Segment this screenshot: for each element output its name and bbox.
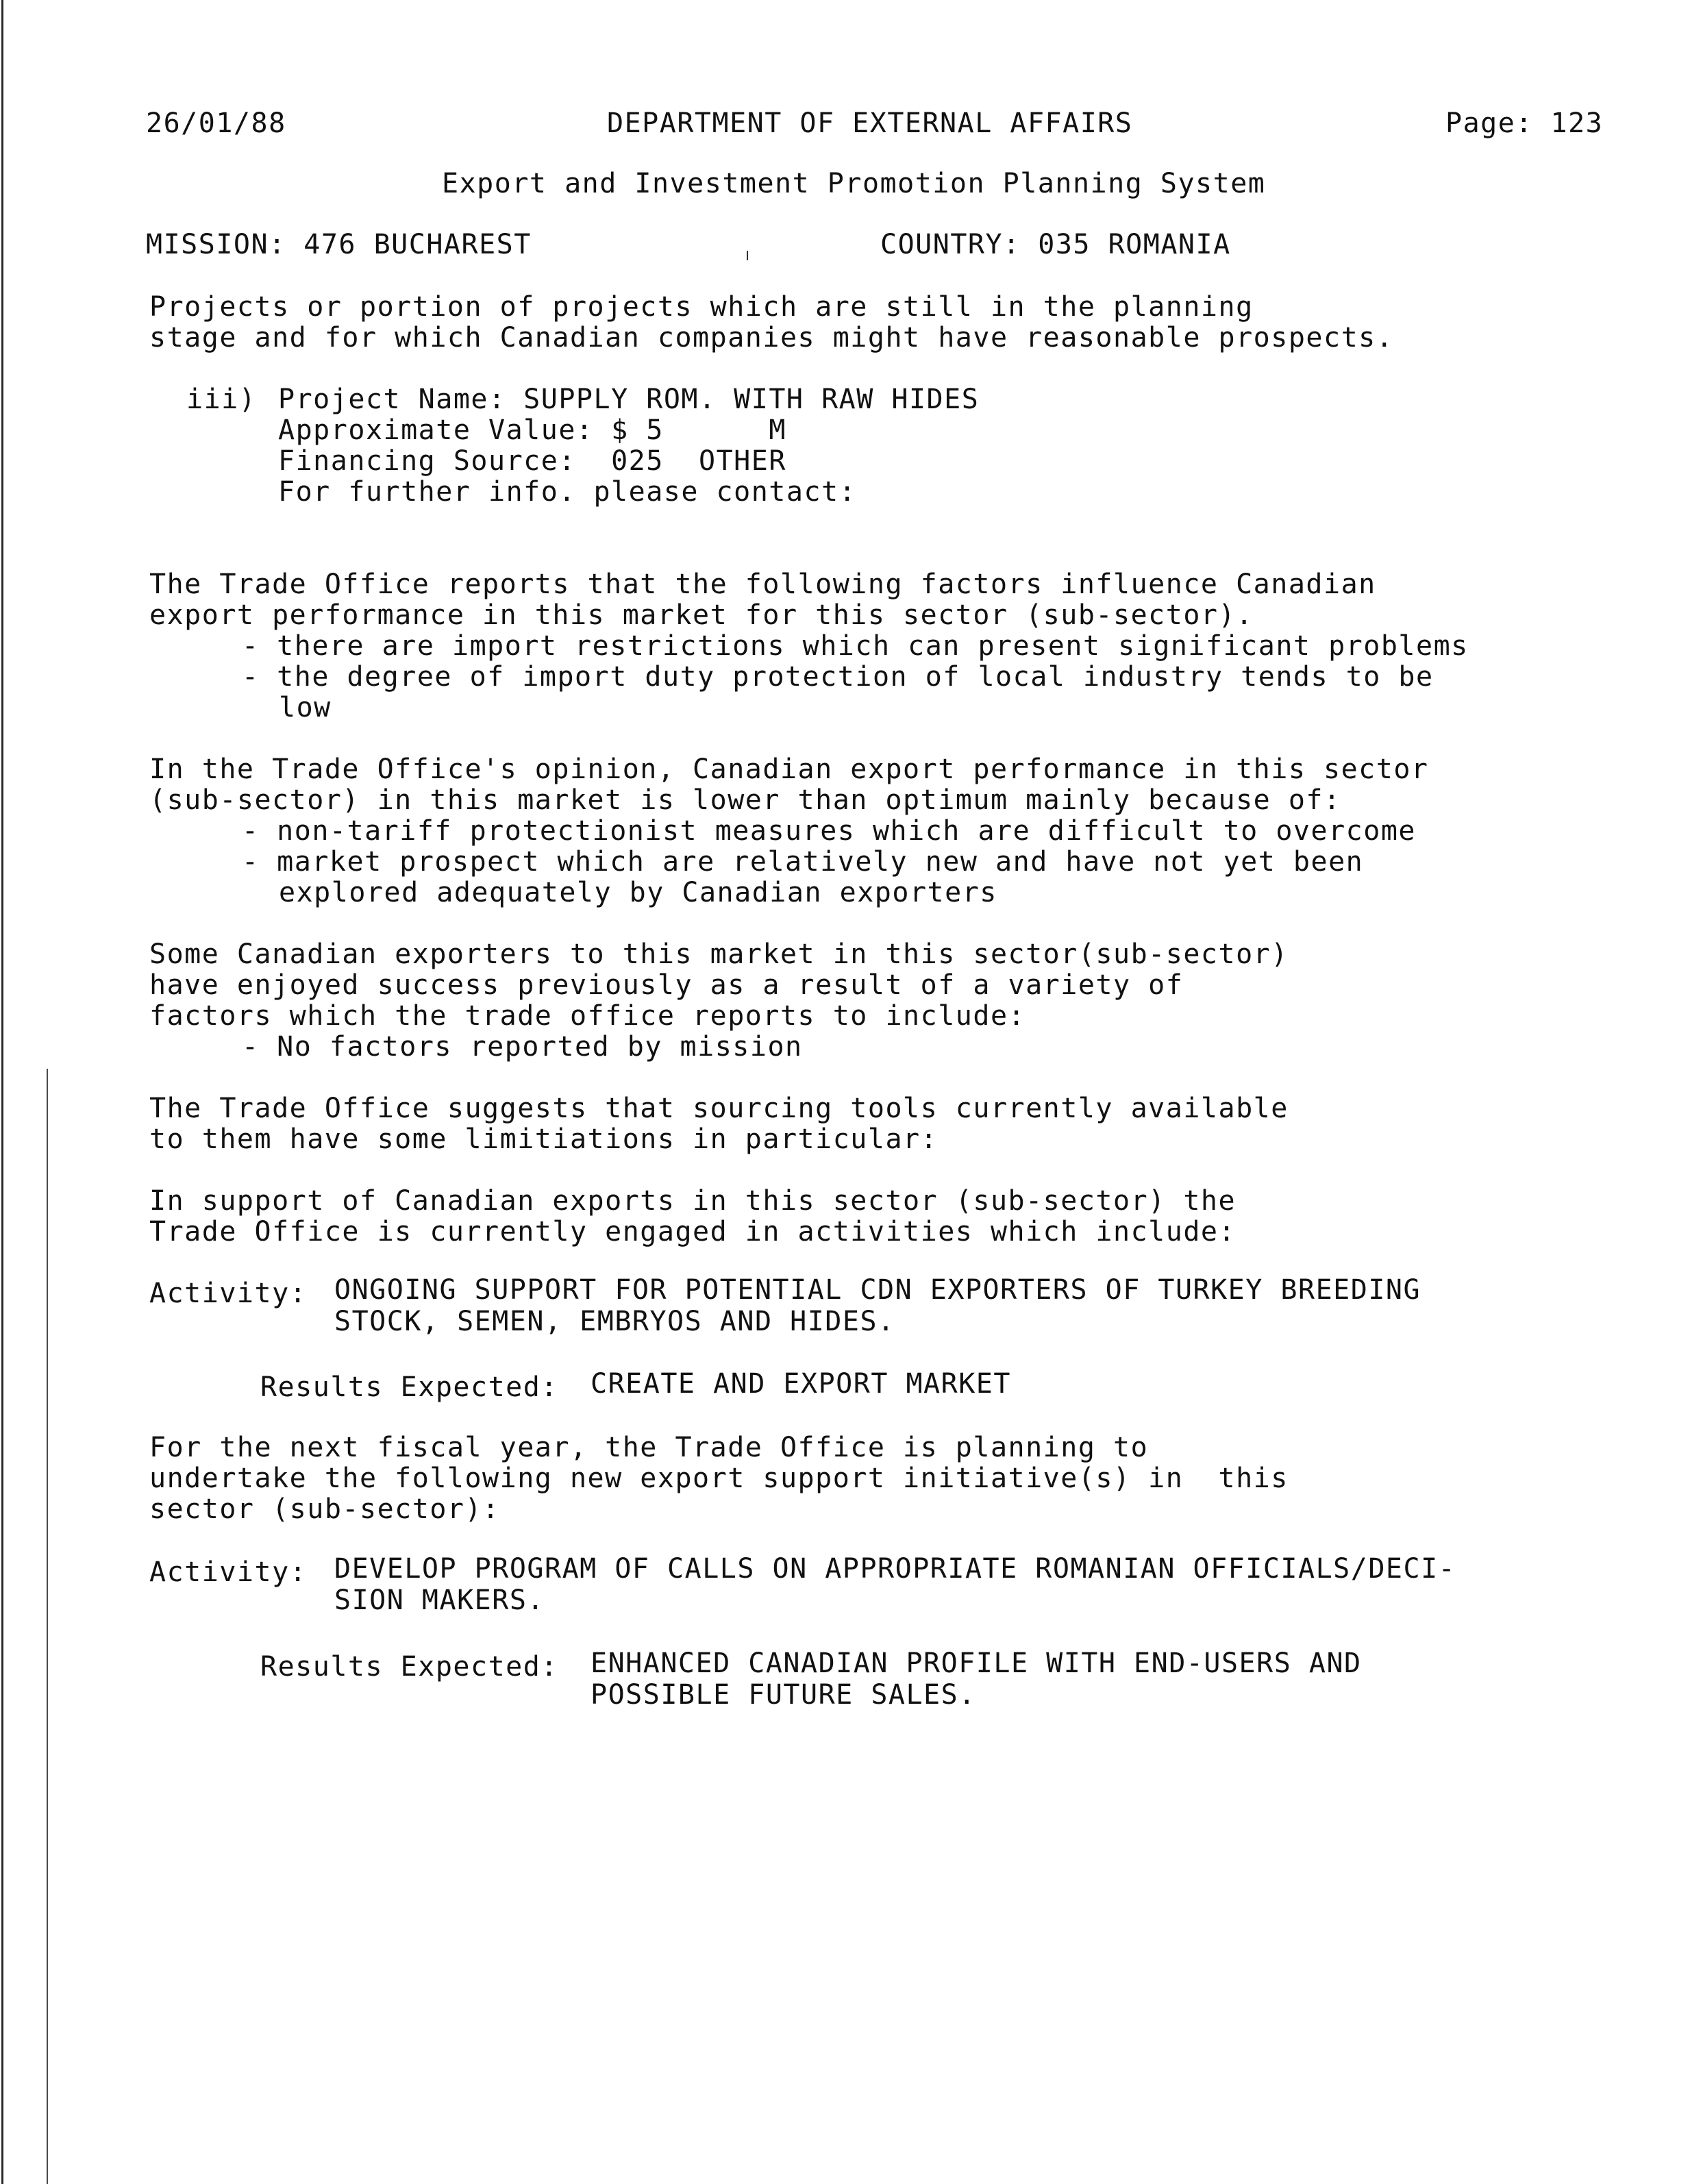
financing-label: Financing Source: — [278, 445, 576, 477]
system-title: Export and Investment Promotion Planning System — [442, 168, 1266, 199]
factors-bullet-2b: low — [279, 692, 332, 723]
contact-line: For further info. please contact: — [278, 476, 857, 508]
support-results-value: CREATE AND EXPORT MARKET — [591, 1368, 1011, 1400]
next-results-1: ENHANCED CANADIAN PROFILE WITH END-USERS AND — [591, 1648, 1362, 1679]
support-results-label: Results Expected: — [260, 1372, 558, 1403]
success-intro-1: Some Canadian exporters to this market in this sector(sub-sector) — [149, 939, 1289, 970]
opinion-intro-2: (sub-sector) in this market is lower than optimum mainly because of: — [149, 784, 1341, 816]
approx-value-unit: M — [769, 414, 786, 446]
mission-value: 476 BUCHAREST — [303, 229, 532, 260]
country-value: 035 ROMANIA — [1038, 229, 1231, 260]
opinion-bullet-2a: - market prospect which are relatively new and have not yet been — [242, 846, 1364, 878]
report-date: 26/01/88 — [146, 108, 286, 139]
factors-intro-1: The Trade Office reports that the following factors influence Canadian — [149, 569, 1376, 600]
opinion-bullet-2b: explored adequately by Canadian exporters — [279, 877, 997, 908]
approx-value-amount: $ 5 — [611, 414, 664, 446]
factors-bullet-2a: - the degree of import duty protection of local industry tends to be — [242, 661, 1434, 693]
opinion-bullet-1: - non-tariff protectionist measures which are difficult to overcome — [242, 815, 1416, 847]
approx-value-line — [278, 414, 786, 446]
projects-intro-2: stage and for which Canadian companies might have reasonable prospects. — [149, 322, 1394, 353]
approx-value-label: Approximate Value: — [278, 414, 594, 446]
stray-mark — [747, 251, 748, 260]
country-line — [880, 229, 1231, 260]
factors-intro-2: export performance in this market for this sector (sub-sector). — [149, 599, 1254, 631]
next-activity-label: Activity: — [149, 1556, 308, 1588]
success-bullet-1: - No factors reported by mission — [242, 1031, 803, 1063]
support-line-2: Trade Office is currently engaged in activities which include: — [149, 1216, 1237, 1248]
sourcing-line-1: The Trade Office suggests that sourcing tools currently available — [149, 1093, 1289, 1124]
department-title: DEPARTMENT OF EXTERNAL AFFAIRS — [607, 108, 1133, 139]
project-name-line — [278, 384, 979, 415]
mission-line — [146, 229, 532, 260]
opinion-intro-1: In the Trade Office's opinion, Canadian export performance in this sector — [149, 754, 1429, 785]
support-activity-label: Activity: — [149, 1278, 308, 1309]
next-results-label: Results Expected: — [260, 1651, 558, 1683]
support-line-1: In support of Canadian exports in this sector (sub-sector) the — [149, 1185, 1237, 1217]
page-number-value: 123 — [1550, 108, 1604, 139]
next-year-line-3: sector (sub-sector): — [149, 1493, 500, 1525]
page-edge-line-inner — [47, 1069, 48, 2184]
next-activity-2: SION MAKERS. — [334, 1585, 545, 1616]
support-activity-2: STOCK, SEMEN, EMBRYOS AND HIDES. — [334, 1306, 895, 1337]
next-year-line-1: For the next fiscal year, the Trade Office is planning to — [149, 1432, 1149, 1463]
country-label: COUNTRY: — [880, 229, 1021, 260]
success-intro-2: have enjoyed success previously as a result of a variety of — [149, 969, 1184, 1001]
financing-value: 025 OTHER — [611, 445, 786, 477]
project-item-number: iii) — [186, 384, 257, 415]
support-activity-1: ONGOING SUPPORT FOR POTENTIAL CDN EXPORTERS OF TURKEY BREEDING — [334, 1274, 1421, 1306]
project-name-value: SUPPLY ROM. WITH RAW HIDES — [523, 384, 980, 415]
financing-line — [278, 445, 786, 477]
page-number — [1445, 108, 1603, 139]
success-intro-3: factors which the trade office reports to include: — [149, 1000, 1026, 1032]
projects-intro-1: Projects or portion of projects which are still in the planning — [149, 291, 1254, 323]
factors-bullet-1: - there are import restrictions which can present significant problems — [242, 630, 1469, 662]
next-results-2: POSSIBLE FUTURE SALES. — [591, 1679, 976, 1711]
page-label: Page: — [1445, 108, 1533, 139]
mission-label: MISSION: — [146, 229, 286, 260]
project-name-label: Project Name: — [278, 384, 506, 415]
page-edge-line — [1, 0, 3, 2184]
sourcing-line-2: to them have some limitiations in particular: — [149, 1124, 939, 1155]
next-year-line-2: undertake the following new export support initiative(s) in this — [149, 1463, 1289, 1494]
next-activity-1: DEVELOP PROGRAM OF CALLS ON APPROPRIATE ROMANIAN OFFICIALS/DECI- — [334, 1553, 1456, 1585]
